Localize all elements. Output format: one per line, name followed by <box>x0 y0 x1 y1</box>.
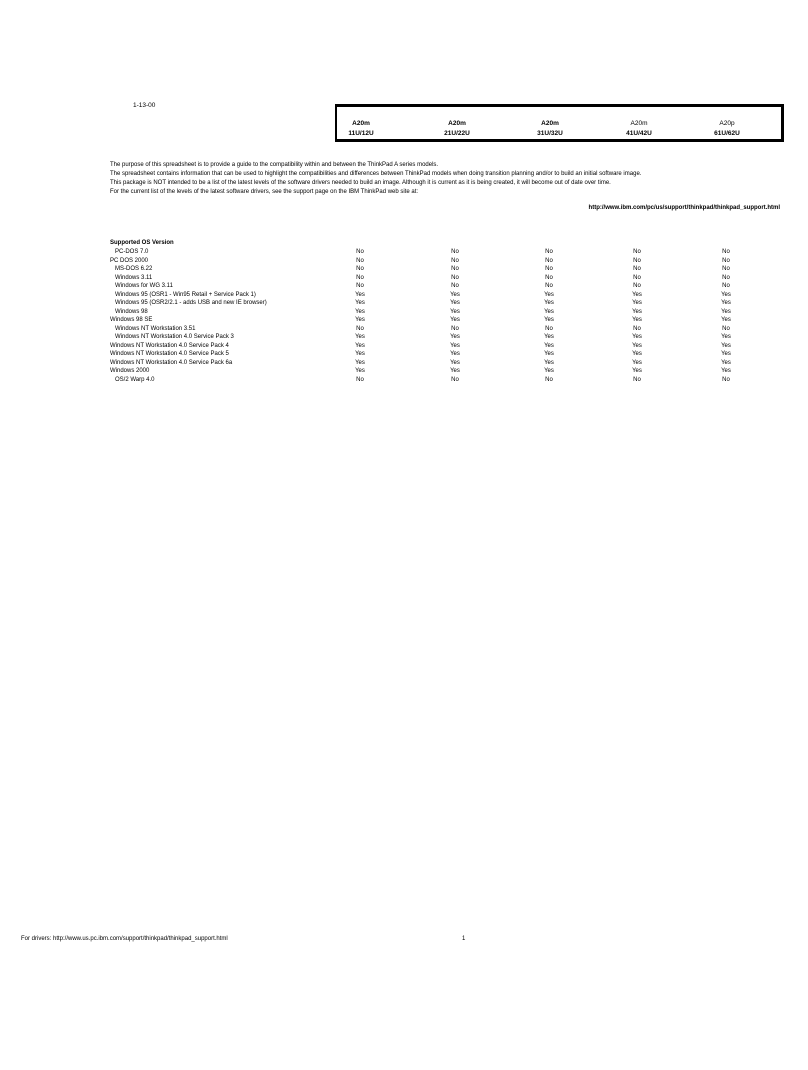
support-value-cell: No <box>545 249 553 255</box>
model-units: 41U/42U <box>626 130 652 137</box>
support-value-cell: Yes <box>450 334 460 340</box>
intro-line: The spreadsheet contains information that can be used to highlight the compatibilities and differences between ThinkPad models when doing transition planning and/or to build an initial software image. <box>110 171 642 177</box>
support-value-cell: No <box>451 283 459 289</box>
support-value-cell: Yes <box>544 342 554 349</box>
support-value-cell: Yes <box>721 300 731 306</box>
support-value-cell: Yes <box>355 342 365 349</box>
support-value-cell: Yes <box>632 291 642 298</box>
support-value-cell: No <box>451 249 459 255</box>
support-value-cell: Yes <box>355 308 365 315</box>
support-value-cell: Yes <box>544 317 554 323</box>
support-value-cell: No <box>356 283 364 289</box>
support-value-cell: Yes <box>721 342 731 349</box>
support-value-cell: Yes <box>450 300 460 306</box>
os-label: Windows 95 (OSR1 - Win95 Retail + Service Pack 1) <box>115 291 256 298</box>
support-value-cell: Yes <box>544 368 554 374</box>
support-value-cell: Yes <box>632 317 642 323</box>
os-label: Windows 3.11 <box>115 274 153 281</box>
os-label: Windows for WG 3.11 <box>115 283 173 289</box>
support-value-cell: No <box>633 283 641 289</box>
support-value-cell: Yes <box>721 308 731 315</box>
support-value-cell: No <box>356 325 364 332</box>
os-label: Windows NT Workstation 4.0 Service Pack 5 <box>110 351 229 357</box>
model-column-header <box>510 119 590 139</box>
support-value-cell: Yes <box>450 308 460 315</box>
support-value-cell: No <box>451 274 459 281</box>
support-value-cell: Yes <box>355 317 365 323</box>
support-value-cell: Yes <box>450 291 460 298</box>
support-value-cell: No <box>633 274 641 281</box>
os-label: Windows 2000 <box>110 368 150 374</box>
support-value-cell: Yes <box>355 291 365 298</box>
support-value-cell: No <box>633 249 641 255</box>
intro-line: The purpose of this spreadsheet is to provide a guide to the compatibility within and between the ThinkPad A series models. <box>110 162 439 168</box>
intro-line: This package is NOT intended to be a list of the latest levels of the software drivers needed to build an image. Although it is current as it is being created, it will become out of date over time. <box>110 180 611 186</box>
support-value-cell: Yes <box>544 351 554 357</box>
intro-line: For the current list of the levels of the latest software drivers, see the support page on the IBM ThinkPad web site at: <box>110 189 419 195</box>
support-value-cell: No <box>633 257 641 264</box>
support-value-cell: No <box>633 325 641 332</box>
model-name: A20m <box>541 120 559 127</box>
support-value-cell: Yes <box>632 308 642 315</box>
model-name: A20m <box>630 120 648 127</box>
support-value-cell: No <box>356 266 364 272</box>
model-name: A20m <box>352 120 370 127</box>
support-value-cell: No <box>633 376 641 383</box>
page-number: 1 <box>462 936 466 942</box>
support-value-cell: Yes <box>721 351 731 357</box>
os-label: PC DOS 2000 <box>110 257 149 264</box>
table-row <box>110 376 750 385</box>
support-value-cell: Yes <box>355 368 365 374</box>
support-value-cell: No <box>545 325 553 332</box>
support-value-cell: Yes <box>450 317 460 323</box>
support-value-cell: Yes <box>632 334 642 340</box>
os-label: Windows 98 <box>115 308 148 315</box>
support-value-cell: No <box>545 257 553 264</box>
support-value-cell: No <box>722 249 730 255</box>
support-value-cell: No <box>451 266 459 272</box>
model-column-header <box>321 119 401 139</box>
model-header-box <box>335 104 784 142</box>
support-value-cell: Yes <box>544 334 554 340</box>
support-value-cell: Yes <box>721 359 731 366</box>
os-label: Windows NT Workstation 4.0 Service Pack 6a <box>110 359 233 366</box>
support-value-cell: Yes <box>450 351 460 357</box>
support-value-cell: No <box>722 266 730 272</box>
footer-drivers-link[interactable]: For drivers: http://www.us.pc.ibm.com/support/thinkpad/thinkpad_support.html <box>21 936 228 942</box>
section-title: Supported OS Version <box>110 240 174 246</box>
support-value-cell: Yes <box>632 359 642 366</box>
support-value-cell: Yes <box>450 342 460 349</box>
support-value-cell: Yes <box>544 300 554 306</box>
support-value-cell: No <box>722 257 730 264</box>
model-units: 21U/22U <box>444 130 470 137</box>
support-value-cell: No <box>356 274 364 281</box>
support-value-cell: No <box>633 266 641 272</box>
support-value-cell: Yes <box>544 359 554 366</box>
support-value-cell: Yes <box>355 300 365 306</box>
support-value-cell: No <box>545 266 553 272</box>
support-value-cell: No <box>722 325 730 332</box>
support-value-cell: Yes <box>355 334 365 340</box>
support-value-cell: No <box>545 376 553 383</box>
os-label: PC-DOS 7.0 <box>115 249 149 255</box>
support-value-cell: No <box>545 274 553 281</box>
model-name: A20p <box>719 120 735 127</box>
os-label: Windows NT Workstation 3.51 <box>115 325 196 332</box>
os-label: Windows NT Workstation 4.0 Service Pack 4 <box>110 342 229 349</box>
support-value-cell: No <box>356 376 364 383</box>
os-label: OS/2 Warp 4.0 <box>115 376 155 383</box>
document-date: 1-13-00 <box>133 102 156 109</box>
support-value-cell: Yes <box>450 359 460 366</box>
model-units: 11U/12U <box>348 130 374 137</box>
support-value-cell: Yes <box>721 334 731 340</box>
support-value-cell: No <box>356 249 364 255</box>
model-units: 61U/62U <box>714 130 740 137</box>
support-value-cell: No <box>722 283 730 289</box>
support-value-cell: Yes <box>355 359 365 366</box>
support-value-cell: No <box>545 283 553 289</box>
support-value-cell: Yes <box>450 368 460 374</box>
support-value-cell: Yes <box>632 300 642 306</box>
support-value-cell: No <box>451 376 459 383</box>
support-value-cell: Yes <box>632 351 642 357</box>
model-name: A20m <box>448 120 466 127</box>
model-column-header <box>687 119 767 139</box>
support-value-cell: Yes <box>544 308 554 315</box>
support-value-cell: No <box>722 376 730 383</box>
os-label: Windows 98 SE <box>110 317 153 323</box>
support-value-cell: Yes <box>632 342 642 349</box>
support-value-cell: Yes <box>632 368 642 374</box>
support-value-cell: Yes <box>544 291 554 298</box>
support-value-cell: No <box>356 257 364 264</box>
support-value-cell: Yes <box>721 368 731 374</box>
model-column-header <box>417 119 497 139</box>
support-value-cell: Yes <box>355 351 365 357</box>
support-value-cell: Yes <box>721 317 731 323</box>
support-value-cell: Yes <box>721 291 731 298</box>
model-units: 31U/32U <box>537 130 563 137</box>
support-value-cell: No <box>451 257 459 264</box>
os-label: MS-DOS 6.22 <box>115 266 153 272</box>
support-url-link[interactable]: http://www.ibm.com/pc/us/support/thinkpad/thinkpad_support.html <box>588 205 780 211</box>
support-value-cell: No <box>451 325 459 332</box>
os-label: Windows 95 (OSR2/2.1 - adds USB and new IE browser) <box>115 300 267 306</box>
support-value-cell: No <box>722 274 730 281</box>
os-label: Windows NT Workstation 4.0 Service Pack 3 <box>115 334 234 340</box>
model-column-header <box>599 119 679 139</box>
